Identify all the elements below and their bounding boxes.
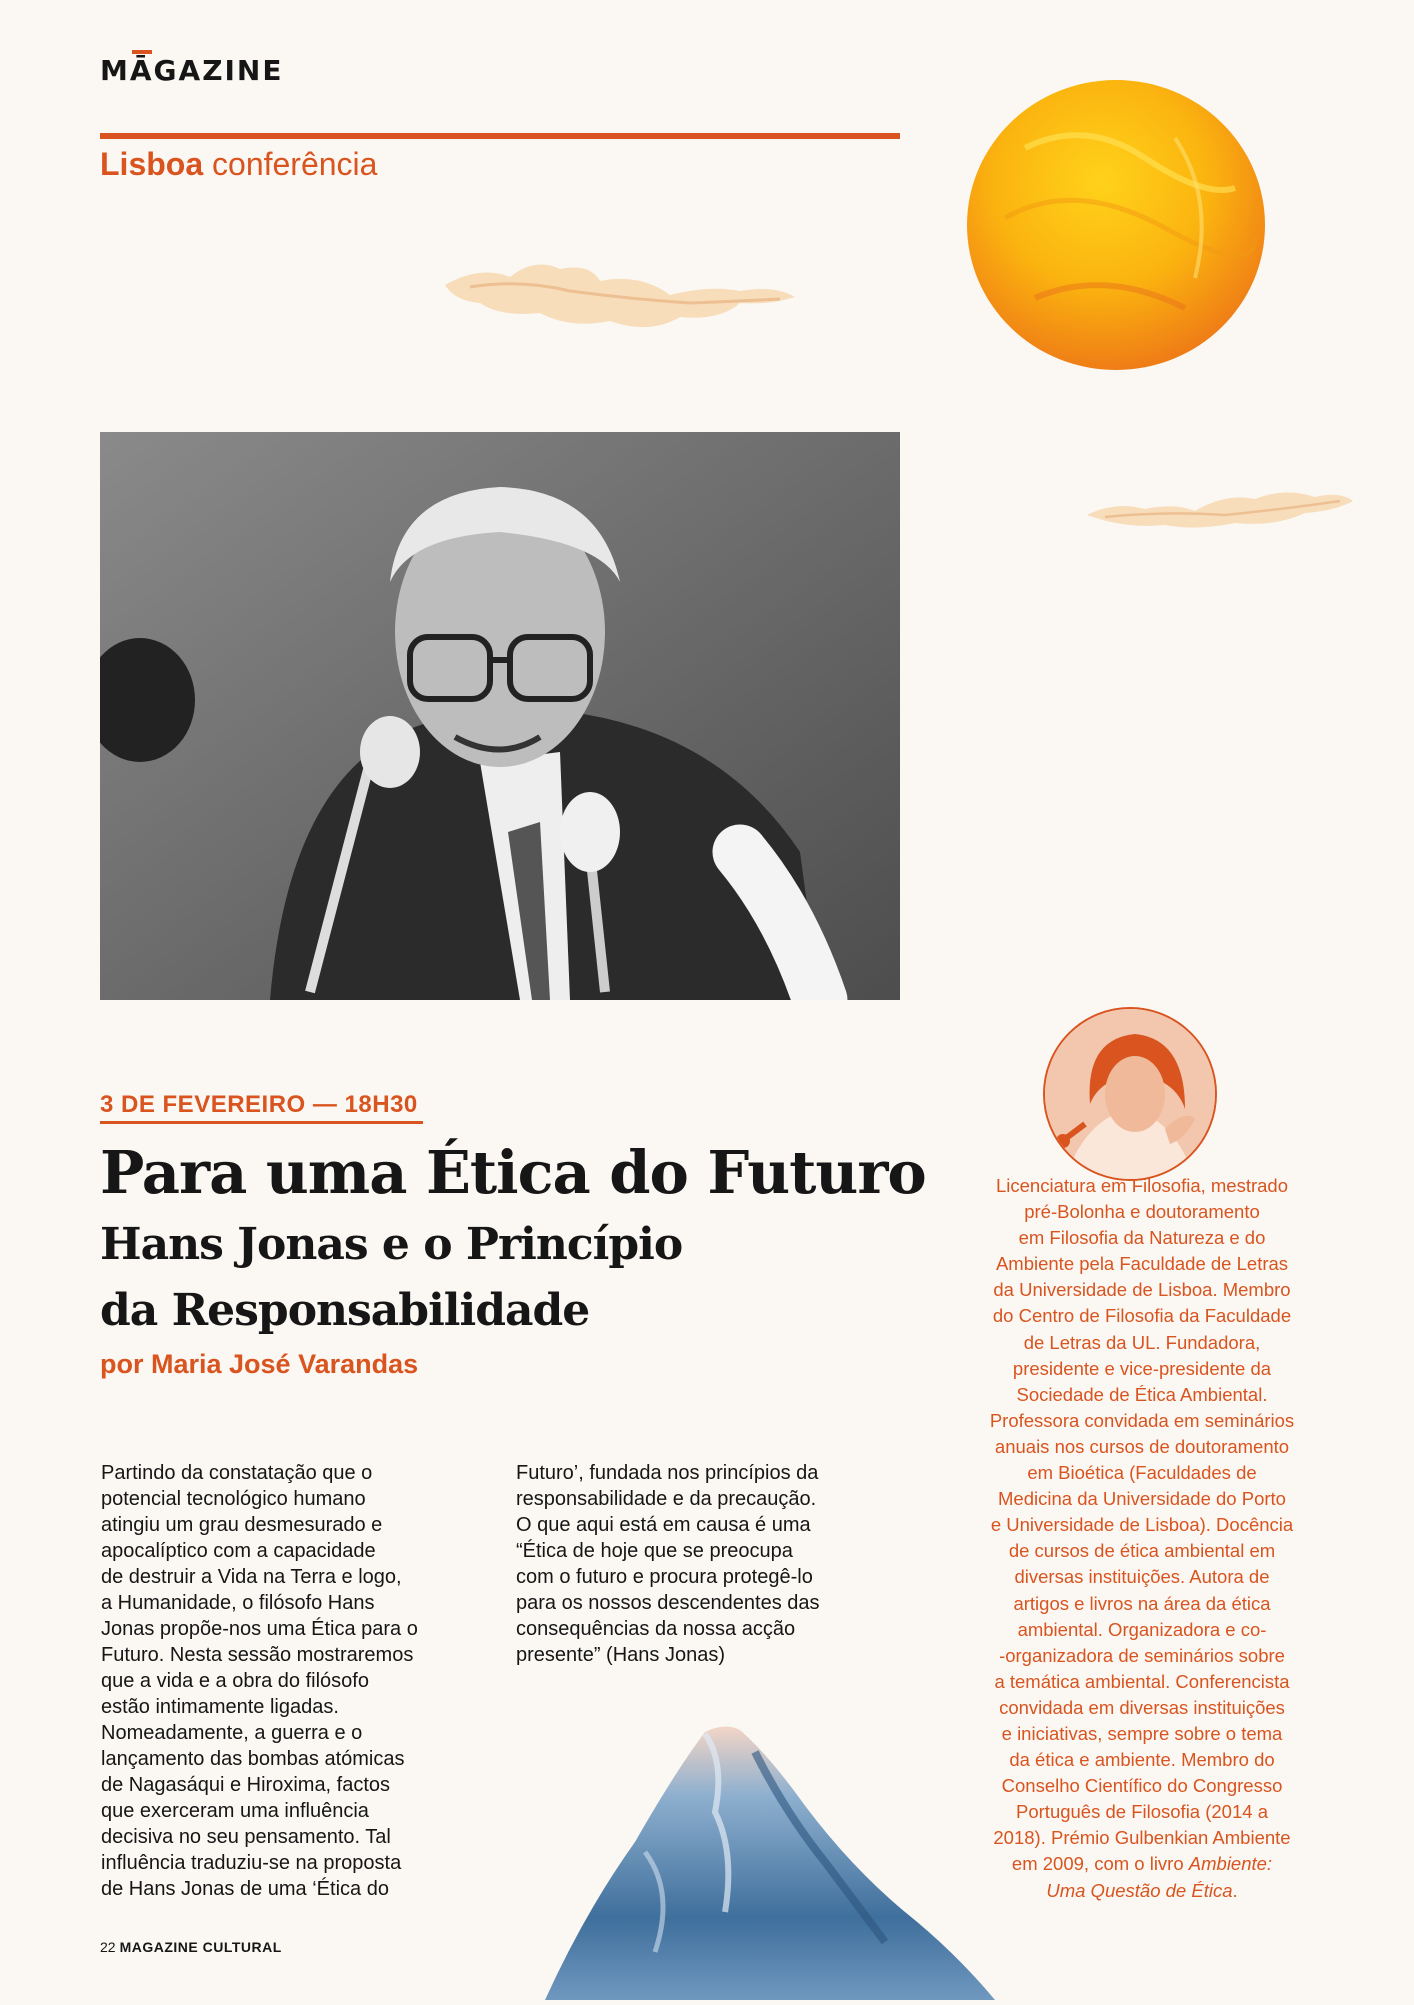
bio-line: Sociedade de Ética Ambiental. — [1016, 1383, 1268, 1405]
author-byline: por Maria José Varandas — [100, 1349, 419, 1379]
bio-line: 2018). Prémio Gulbenkian Ambiente — [993, 1827, 1291, 1849]
event-date: 3 DE FEVEREIRO — 18H30 — [100, 1091, 418, 1118]
body-line: decisiva no seu pensamento. Tal — [101, 1826, 391, 1848]
body-line: consequências da nossa acção — [516, 1618, 796, 1640]
body-line: para os nossos descendentes das — [516, 1592, 820, 1614]
bio-line: e Universidade de Lisboa). Docência — [990, 1514, 1294, 1536]
body-line: apocalíptico com a capacidade — [101, 1540, 376, 1562]
event-subtitle — [100, 1212, 682, 1344]
bio-line — [960, 1878, 1324, 1904]
bio-line: do Centro de Filosofia da Faculdade — [992, 1305, 1292, 1327]
body-line: estão intimamente ligadas. — [101, 1696, 339, 1718]
bio-line: da ética e ambiente. Membro do — [1009, 1749, 1275, 1771]
body-line: Futuro. Nesta sessão mostraremos — [101, 1644, 414, 1666]
body-column-2 — [516, 1460, 906, 1668]
body-line: Partindo da constatação que o — [101, 1462, 373, 1484]
body-line: responsabilidade e da precaução. — [516, 1488, 817, 1510]
body-line: influência traduziu-se na proposta — [101, 1852, 402, 1874]
author-bio — [960, 1173, 1324, 1904]
body-line: de Hans Jonas de uma ‘Ética do — [101, 1878, 389, 1900]
bio-line: de Letras da UL. Fundadora, — [1023, 1331, 1261, 1353]
bio-text: . — [1232, 1879, 1238, 1901]
subtitle-line: da Responsabilidade — [100, 1285, 590, 1336]
bio-line: e iniciativas, sempre sobre o tema — [1001, 1722, 1283, 1744]
body-line: que a vida e a obra do filósofo — [101, 1670, 369, 1692]
bio-line: ambiental. Organizadora e co- — [1017, 1618, 1267, 1640]
body-line: Futuro’, fundada nos princípios da — [516, 1462, 819, 1484]
section-rule — [100, 133, 900, 139]
bio-line: Ambiente pela Faculdade de Letras — [995, 1253, 1289, 1275]
body-line: “Ética de hoje que se preocupa — [516, 1540, 793, 1562]
bio-line — [960, 1851, 1324, 1877]
bio-line: Professora convidada em seminários — [989, 1409, 1295, 1431]
body-line: a Humanidade, o filósofo Hans — [101, 1592, 375, 1614]
bio-line: Português de Filosofia (2014 a — [1016, 1801, 1268, 1823]
bio-text: em 2009, com o livro — [1011, 1853, 1189, 1875]
bio-line: artigos e livros na área da ética — [1013, 1592, 1271, 1614]
bio-line: -organizadora de seminários sobre — [999, 1644, 1285, 1666]
date-underline — [100, 1121, 423, 1124]
bio-line: Medicina da Universidade do Porto — [998, 1488, 1286, 1510]
bio-line: de cursos de ética ambiental em — [1008, 1540, 1276, 1562]
magazine-logo: MĀGAZINE — [100, 54, 284, 87]
body-line: atingiu um grau desmesurado e — [101, 1514, 383, 1536]
bio-line: anuais nos cursos de doutoramento — [994, 1435, 1290, 1457]
body-line: de destruir a Vida na Terra e logo, — [101, 1566, 402, 1588]
bio-line: presidente e vice-presidente da — [1012, 1357, 1272, 1379]
bio-line: a temática ambiental. Conferencista — [994, 1670, 1290, 1692]
cloud-illustration — [1085, 483, 1355, 533]
bio-line: pré-Bolonha e doutoramento — [1024, 1201, 1260, 1223]
book-title: Uma Questão de Ética — [1046, 1879, 1233, 1901]
body-line: potencial tecnológico humano — [101, 1488, 366, 1510]
sun-illustration — [965, 78, 1267, 372]
bio-line: convidada em diversas instituições — [999, 1696, 1285, 1718]
page-footer — [100, 1939, 282, 1955]
event-title: Para uma Ética do Futuro — [100, 1138, 926, 1207]
cloud-illustration — [440, 255, 800, 337]
book-title: Ambiente: — [1188, 1853, 1273, 1875]
body-line: lançamento das bombas atómicas — [101, 1748, 405, 1770]
body-line: de Nagasáqui e Hiroxima, factos — [101, 1774, 391, 1796]
bio-line: da Universidade de Lisboa. Membro — [993, 1279, 1291, 1301]
bio-line: Conselho Científico do Congresso — [1001, 1775, 1283, 1797]
body-line: presente” (Hans Jonas) — [516, 1644, 725, 1666]
mountain-illustration — [525, 1712, 995, 2000]
section-city: Lisboa — [100, 146, 204, 182]
subtitle-line: Hans Jonas e o Princípio — [100, 1219, 683, 1270]
body-line: Jonas propõe-nos uma Ética para o — [101, 1618, 418, 1640]
bio-line: em Filosofia da Natureza e do — [1018, 1227, 1266, 1249]
section-label: conferência — [212, 146, 378, 182]
footer-publication: MAGAZINE CULTURAL — [119, 1939, 282, 1955]
author-portrait — [1043, 1007, 1217, 1181]
body-line: com o futuro e procura protegê-lo — [516, 1566, 813, 1588]
section-heading — [100, 146, 377, 183]
page-number: 22 — [100, 1939, 116, 1955]
body-column-1 — [101, 1460, 501, 1902]
body-line: Nomeadamente, a guerra e o — [101, 1722, 363, 1744]
bio-line: em Bioética (Faculdades de — [1027, 1462, 1257, 1484]
bio-line: Licenciatura em Filosofia, mestrado — [995, 1175, 1289, 1196]
bio-line: diversas instituições. Autora de — [1014, 1566, 1270, 1588]
main-photo — [100, 432, 900, 1000]
body-line: O que aqui está em causa é uma — [516, 1514, 811, 1536]
body-line: que exerceram uma influência — [101, 1800, 369, 1822]
